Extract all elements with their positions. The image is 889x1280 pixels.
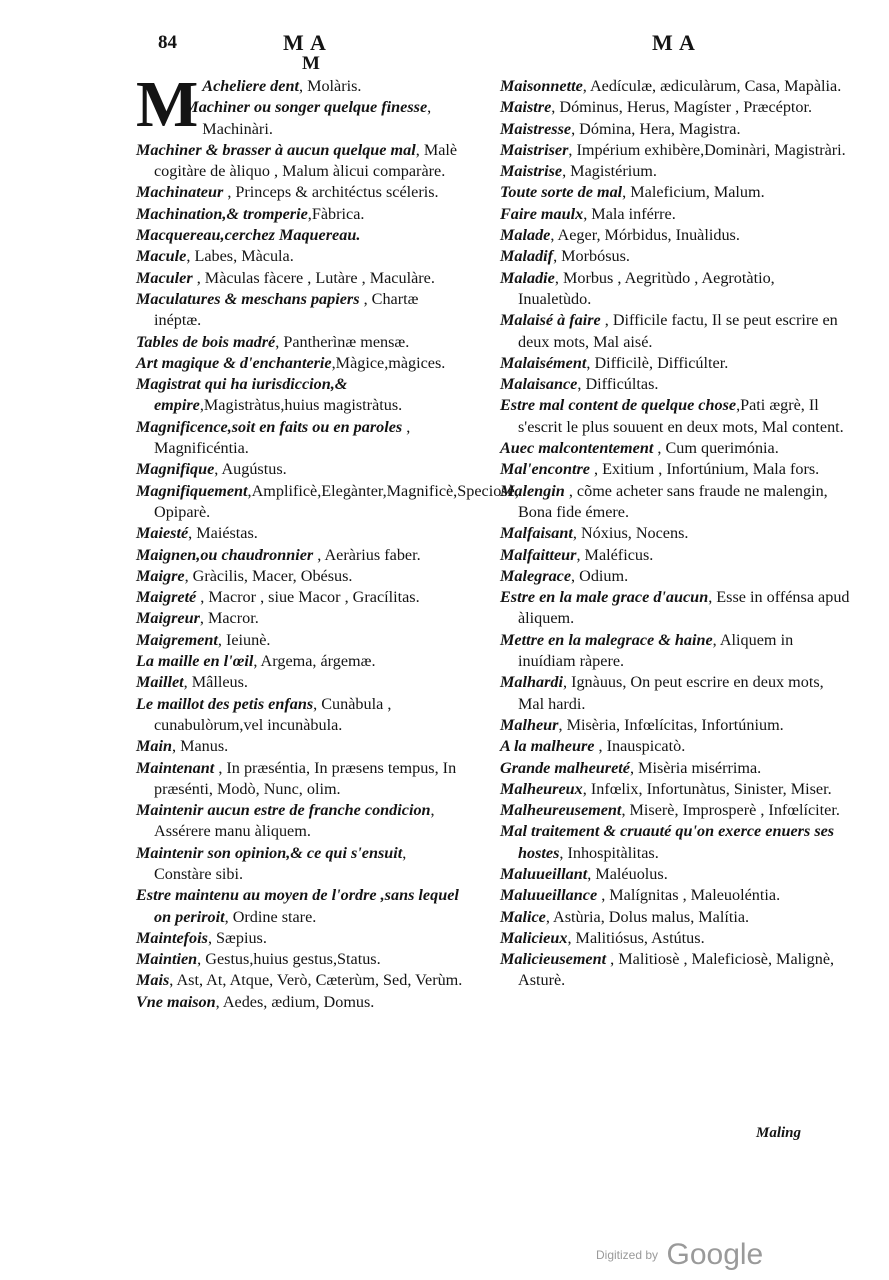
entry-text: , Inhospitàlitas. bbox=[559, 843, 659, 862]
dictionary-entry bbox=[136, 246, 464, 267]
entry-headword: Malegrace bbox=[500, 566, 572, 585]
entry-headword: Machinateur bbox=[136, 183, 224, 202]
dictionary-entry bbox=[500, 268, 850, 311]
entry-headword: Faire maulx bbox=[500, 204, 584, 223]
entry-headword: Malhardi bbox=[500, 673, 563, 692]
entry-headword: Maladif bbox=[500, 247, 554, 266]
entry-headword: Maculer bbox=[136, 268, 193, 287]
entry-text: , Gràcilis, Macer, Obésus. bbox=[184, 566, 353, 585]
dictionary-entry bbox=[136, 672, 464, 693]
entry-text: , Misèria, Infœlícitas, Infortúnium. bbox=[558, 715, 784, 734]
dictionary-entry bbox=[500, 459, 850, 480]
entry-headword: Estre mal content de quelque chose bbox=[500, 396, 737, 415]
dictionary-entry bbox=[136, 566, 464, 587]
entry-text: , Sæpius. bbox=[207, 928, 267, 947]
entry-headword: Maillet bbox=[136, 673, 184, 692]
dictionary-entry bbox=[136, 970, 464, 991]
entry-text: , Malígnitas , Maleuoléntia. bbox=[597, 886, 781, 905]
left-column bbox=[136, 68, 519, 1013]
entry-text: , Dóminus, Herus, Magíster , Præcéptor. bbox=[551, 98, 813, 117]
entry-text: , Malitiósus, Astútus. bbox=[567, 928, 705, 947]
entry-text: ,Magistràtus,huius magistràtus. bbox=[199, 396, 403, 415]
entry-headword: Maistre bbox=[500, 98, 552, 117]
dictionary-entry bbox=[500, 928, 850, 949]
entry-text: , Labes, Màcula. bbox=[186, 247, 294, 266]
entry-headword: Maignen,ou chaudronnier bbox=[136, 545, 314, 564]
dictionary-entry bbox=[500, 864, 850, 885]
dictionary-entry bbox=[136, 523, 464, 544]
dictionary-entry bbox=[500, 97, 850, 118]
entry-headword: Maintenir son opinion,& ce qui s'ensuit bbox=[136, 843, 403, 862]
entry-headword: Maiesté bbox=[136, 524, 189, 543]
catchword: Maling bbox=[756, 1125, 802, 1141]
dictionary-entry bbox=[136, 630, 464, 651]
entry-headword: Grande malheureté bbox=[500, 758, 630, 777]
watermark-prefix: Digitized by bbox=[596, 1248, 659, 1262]
dictionary-entry bbox=[136, 225, 464, 246]
entry-text: , Dómina, Hera, Magistra. bbox=[571, 119, 741, 138]
dictionary-entry bbox=[136, 204, 464, 225]
entry-headword: Maintenir aucun estre de franche condicion bbox=[136, 801, 431, 820]
entry-text: ,Màgice,màgices. bbox=[331, 353, 446, 372]
dictionary-entry bbox=[136, 608, 464, 629]
entry-text: , Inauspicatò. bbox=[594, 737, 686, 756]
dictionary-entry bbox=[500, 949, 850, 992]
dictionary-entry bbox=[500, 481, 850, 524]
dictionary-entry bbox=[500, 204, 850, 225]
entry-text: , Aliquem in inuídiam ràpere. bbox=[518, 630, 794, 671]
entry-text: , Chartæ inéptæ. bbox=[154, 289, 419, 330]
entry-text: , Molàris. bbox=[298, 77, 362, 95]
entry-headword: Maintefois bbox=[136, 928, 208, 947]
entry-text: , Morbus , Aegritùdo , Aegrotàtio, Inualetùdo. bbox=[518, 268, 775, 308]
dictionary-entry bbox=[136, 992, 464, 1013]
entry-headword: Maladie bbox=[500, 268, 555, 287]
entry-headword: Malheureusement bbox=[500, 801, 622, 820]
entry-text: , Maléuolus. bbox=[587, 864, 668, 883]
entry-text: , Magistérium. bbox=[562, 162, 657, 181]
entry-headword: Malicieusement bbox=[500, 950, 607, 969]
dictionary-entry bbox=[500, 140, 850, 161]
entry-headword: Maistresse bbox=[500, 119, 572, 138]
dictionary-entry bbox=[136, 545, 464, 566]
entry-headword: Maluueillance bbox=[500, 886, 598, 905]
entry-headword: Malaisé à faire bbox=[500, 311, 601, 330]
entry-text: , Aedes, ædium, Domus. bbox=[215, 992, 375, 1011]
entry-text: , Aedículæ, ædiculàrum, Casa, Mapàlia. bbox=[582, 77, 842, 95]
entry-text: , Maiéstas. bbox=[188, 524, 258, 543]
dictionary-entry bbox=[500, 715, 850, 736]
dictionary-entry bbox=[136, 481, 519, 524]
entry-text: , Maleficium, Malum. bbox=[622, 183, 765, 202]
entry-text: , Ast, At, Atque, Verò, Cæterùm, Sed, Verùm. bbox=[169, 971, 463, 990]
entry-headword: Main bbox=[136, 737, 172, 756]
entry-headword: Maigre bbox=[136, 566, 185, 585]
entry-text: , Mâlleus. bbox=[183, 673, 248, 692]
dictionary-entry bbox=[136, 694, 464, 737]
dictionary-entry bbox=[500, 736, 850, 757]
entry-headword: Maisonnette bbox=[500, 77, 583, 95]
entry-headword: Magnifiquement bbox=[136, 481, 248, 500]
entry-headword: Macquereau,cerchez Maquereau. bbox=[136, 226, 361, 245]
dictionary-entry bbox=[500, 395, 850, 438]
entry-headword: Malice bbox=[500, 907, 546, 926]
entry-headword: Mais bbox=[136, 971, 170, 990]
entry-text: , Malitiosè , Maleficiosè, Malignè, Asturè. bbox=[518, 950, 835, 990]
dictionary-entry bbox=[136, 459, 464, 480]
dictionary-entry bbox=[500, 353, 850, 374]
entry-text: ,Amplificè,Elegànter,Magnificè,Speciosè, Opiparè. bbox=[154, 481, 519, 521]
dictionary-entry bbox=[136, 374, 464, 417]
entry-headword: Machiner ou songer quelque finesse bbox=[184, 98, 428, 117]
dictionary-entry bbox=[500, 672, 850, 715]
entry-text: , Constàre sibi. bbox=[154, 843, 407, 883]
dictionary-entry bbox=[500, 587, 850, 630]
entry-text: , Maléficus. bbox=[576, 545, 654, 564]
entry-headword: Maigreur bbox=[136, 609, 200, 628]
entry-text: , Assérere manu àliquem. bbox=[154, 801, 435, 841]
entry-headword: Le maillot des petis enfans bbox=[136, 694, 314, 713]
entry-headword: Maintien bbox=[136, 950, 198, 969]
entry-text: , Morbósus. bbox=[553, 247, 630, 266]
watermark-brand-logo: Google bbox=[666, 1238, 764, 1271]
dictionary-entry bbox=[500, 885, 850, 906]
dictionary-entry bbox=[500, 182, 850, 203]
dictionary-entry bbox=[136, 736, 464, 757]
digitized-watermark bbox=[596, 1238, 763, 1272]
entry-text: , Gestus,huius gestus,Status. bbox=[197, 950, 381, 969]
right-column bbox=[500, 76, 850, 992]
dictionary-entry bbox=[136, 289, 464, 332]
entry-headword: Maistrise bbox=[500, 162, 563, 181]
entry-text: , Difficilè, Difficúlter. bbox=[586, 353, 729, 372]
entry-text: , Difficile factu, Il se peut escrire en deux mots, Mal aisé. bbox=[518, 311, 838, 351]
entry-headword: Acheliere dent bbox=[202, 77, 299, 95]
dictionary-entry bbox=[500, 758, 850, 779]
entry-headword: Tables de bois madré bbox=[136, 332, 276, 351]
entry-text: , cõme acheter sans fraude ne malengin, Bona fide émere. bbox=[518, 481, 828, 521]
entry-text: , Astùria, Dolus malus, Malítia. bbox=[545, 907, 750, 926]
left-running-head: M A bbox=[283, 30, 327, 55]
drop-cap: M bbox=[136, 68, 199, 141]
entry-headword: Machiner & brasser à aucun quelque mal bbox=[136, 140, 416, 159]
entry-text: , Augústus. bbox=[214, 460, 287, 479]
dictionary-entry bbox=[136, 353, 464, 374]
dictionary-entry bbox=[136, 843, 464, 886]
entry-headword: Maintenant bbox=[136, 758, 215, 777]
entry-headword: Macule bbox=[136, 247, 187, 266]
entry-headword: Malheur bbox=[500, 715, 559, 734]
dictionary-entry bbox=[136, 182, 464, 203]
dictionary-entry bbox=[136, 268, 464, 289]
entry-headword: Malicieux bbox=[500, 928, 568, 947]
dictionary-entry bbox=[500, 566, 850, 587]
entry-headword: Malengin bbox=[500, 481, 565, 500]
entry-text: ,Fàbrica. bbox=[307, 204, 365, 223]
dictionary-entry bbox=[500, 821, 850, 864]
entry-headword: Vne maison bbox=[136, 992, 216, 1011]
right-running-head: M A bbox=[652, 30, 696, 55]
entry-headword: Maistriser bbox=[500, 140, 569, 159]
dictionary-entry bbox=[500, 779, 850, 800]
entry-text: , Manus. bbox=[172, 737, 229, 756]
entry-headword: A la malheure bbox=[500, 737, 595, 756]
entry-text: , Machinàri. bbox=[202, 98, 432, 138]
entry-text: , Mala inférre. bbox=[583, 204, 676, 223]
entry-headword: Malaisance bbox=[500, 375, 578, 394]
entry-headword: Mettre en la malegrace & haine bbox=[500, 630, 713, 649]
entry-headword: Mal'encontre bbox=[500, 460, 590, 479]
dictionary-entry bbox=[136, 885, 464, 928]
entry-text: , Miserè, Improsperè , Infœlíciter. bbox=[621, 801, 840, 820]
dictionary-entry bbox=[500, 907, 850, 928]
entry-text: , Malè cogitàre de àliquo , Malum àlicui comparàre. bbox=[154, 140, 458, 181]
entry-text: , Misèria misérrima. bbox=[629, 758, 762, 777]
entry-headword: Art magique & d'enchanterie bbox=[136, 353, 332, 372]
dictionary-entry bbox=[500, 76, 850, 97]
entry-text: , Exitium , Infortúnium, Mala fors. bbox=[589, 460, 820, 479]
entry-text: ,Pati ægrè, Il s'escrit le plus souuent en deux mots, Mal content. bbox=[518, 396, 844, 436]
entry-headword: Maluueillant bbox=[500, 864, 588, 883]
page-number: 84 bbox=[158, 32, 177, 53]
dictionary-entry bbox=[500, 310, 850, 353]
dictionary-entry bbox=[500, 523, 850, 544]
entry-text: , Nóxius, Nocens. bbox=[572, 524, 689, 543]
dictionary-entry bbox=[136, 928, 464, 949]
entry-text: , Aeràrius faber. bbox=[313, 545, 421, 564]
entry-headword: Toute sorte de mal bbox=[500, 183, 623, 202]
entry-headword: Malaisément bbox=[500, 353, 587, 372]
entry-text: , Princeps & architéctus scéleris. bbox=[223, 183, 439, 202]
dictionary-entry bbox=[500, 800, 850, 821]
entry-text: , Macror , siue Macor , Gracílitas. bbox=[196, 588, 420, 607]
entry-text: , Ignàuus, On peut escrire en deux mots, Mal hardi. bbox=[518, 673, 824, 713]
entry-text: , Impérium exhibère,Dominàri, Magistràri. bbox=[568, 140, 846, 159]
entry-headword: Magistrat qui ha iurisdiccion,& empire bbox=[136, 375, 348, 415]
dictionary-entry bbox=[500, 374, 850, 395]
entry-text: , Esse in offénsa apud àliquem. bbox=[518, 588, 850, 628]
entry-headword: La maille en l'œil bbox=[136, 652, 254, 671]
dictionary-entry bbox=[500, 119, 850, 140]
dictionary-entry bbox=[136, 587, 464, 608]
dictionary-entry bbox=[136, 949, 464, 970]
entry-headword: Estre en la male grace d'aucun bbox=[500, 588, 709, 607]
entry-text: , In præséntia, In præsens tempus, In præsénti, Modò, Nunc, olim. bbox=[154, 758, 457, 798]
dictionary-entry bbox=[500, 545, 850, 566]
dictionary-entry bbox=[500, 630, 850, 673]
entry-headword: Malade bbox=[500, 226, 551, 245]
entry-text: , Difficúltas. bbox=[577, 375, 659, 394]
dictionary-entry bbox=[136, 332, 464, 353]
entry-headword: Maigrement bbox=[136, 630, 218, 649]
entry-headword: Estre maintenu au moyen de l'ordre ,sans lequel on periroit bbox=[136, 886, 459, 926]
entry-text: , Cum querimónia. bbox=[653, 439, 779, 458]
dictionary-entry bbox=[500, 246, 850, 267]
dictionary-entry bbox=[500, 225, 850, 246]
entry-headword: Maigreté bbox=[136, 588, 197, 607]
entry-headword: Magnificence,soit en faits ou en paroles bbox=[136, 417, 403, 436]
entry-headword: Maculatures & meschans papiers bbox=[136, 289, 360, 308]
entry-text: , Pantherìnæ mensæ. bbox=[275, 332, 410, 351]
dictionary-entry bbox=[136, 140, 464, 183]
entry-headword: Malheureux bbox=[500, 779, 583, 798]
entry-headword: Machination,& tromperie bbox=[136, 204, 308, 223]
dictionary-entry bbox=[136, 758, 464, 801]
dictionary-entry bbox=[500, 161, 850, 182]
entry-headword: Magnifique bbox=[136, 460, 215, 479]
dictionary-entry bbox=[136, 800, 464, 843]
entry-text: , Màculas fàcere , Lutàre , Maculàre. bbox=[192, 268, 435, 287]
dictionary-entry bbox=[500, 438, 850, 459]
entry-text: , Infœlix, Infortunàtus, Sinister, Miser. bbox=[582, 779, 832, 798]
entry-text: , Cunàbula , cunabulòrum,vel incunàbula. bbox=[154, 694, 392, 734]
entry-text: , Magnificéntia. bbox=[154, 417, 411, 458]
entry-text: , Ieiunè. bbox=[217, 630, 271, 649]
entry-text: , Argema, árgemæ. bbox=[253, 652, 376, 671]
entry-headword: Auec malcontentement bbox=[500, 439, 654, 458]
entry-headword: Mal traitement & cruauté qu'on exerce enuers ses hostes bbox=[500, 822, 835, 862]
entry-text: , Ordine stare. bbox=[224, 907, 317, 926]
entry-text: , Macror. bbox=[199, 609, 259, 628]
entry-text: , Aeger, Mórbidus, Inuàlidus. bbox=[550, 226, 740, 245]
dictionary-entry bbox=[136, 417, 464, 460]
entry-headword: Malfaitteur bbox=[500, 545, 577, 564]
section-letter: M bbox=[302, 53, 320, 74]
dictionary-entry bbox=[136, 651, 464, 672]
entry-text: , Odium. bbox=[571, 566, 629, 585]
entry-headword: Malfaisant bbox=[500, 524, 573, 543]
